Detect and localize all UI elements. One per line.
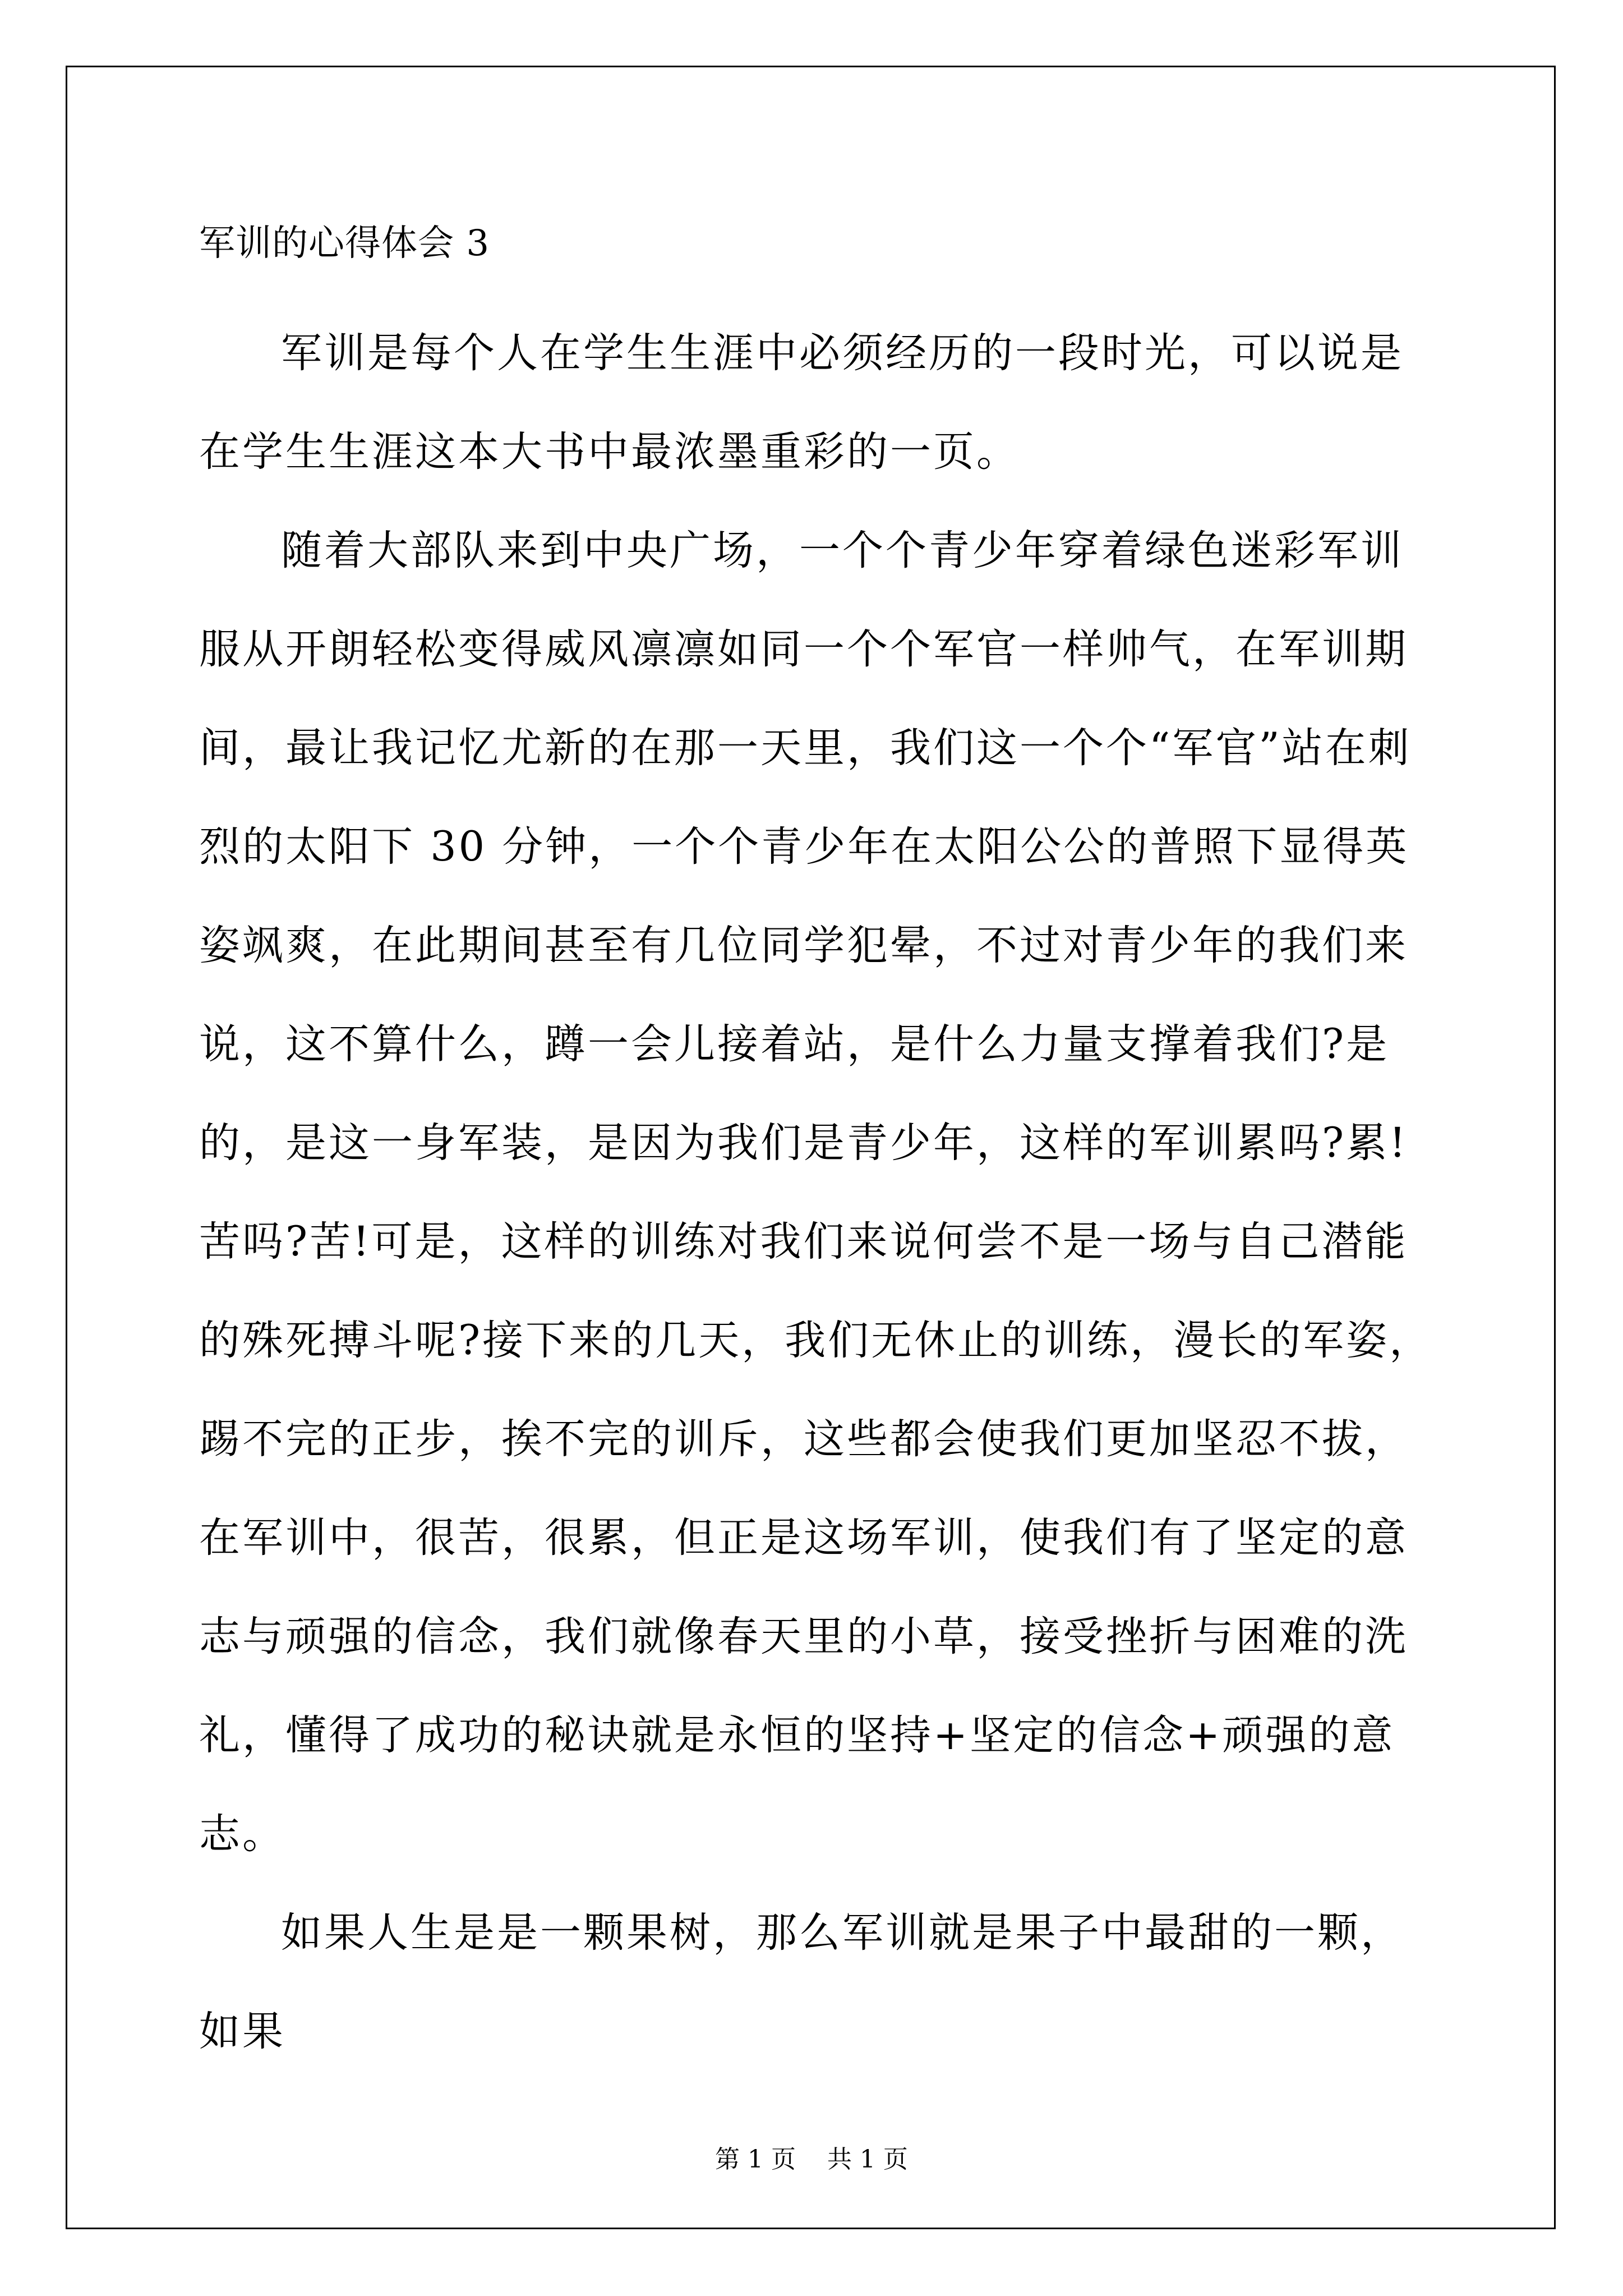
document-title: 军训的心得体会 3 [199,223,490,264]
paragraph-2: 随着大部队来到中央广场，一个个青少年穿着绿色迷彩军训服从开朗轻松变得威风凛凛如同一个个军官一样帅气，在军训期间，最让我记忆尤新的在那一天里，我们这一个个“军官”站在刺烈的太阳下 30 分钟，一个个青少年在太阳公公的普照下显得英姿飒爽，在此期间甚至有几位同学犯晕，不过对青少年的我们来说，这不算什么，蹲一会儿接着站，是什么力量支撑着我们?是的，是这一身军装，是因为我们是青少年，这样的军训累吗?累!苦吗?苦!可是，这样的训练对我们来说何尝不是一场与自己潜能的殊死搏斗呢?接下来的几天，我们无休止的训练，漫长的军姿，踢不完的正步，挨不完的训斥，这些都会使我们更加坚忍不拔，在军训中，很苦，很累，但正是这场军训，使我们有了坚定的意志与顽强的信念，我们就像春天里的小草，接受挫折与困难的洗礼，懂得了成功的秘诀就是永恒的坚持+坚定的信念+顽强的意志。 [199,527,1433,1858]
paragraph-1: 军训是每个人在学生生涯中必须经历的一段时光，可以说是在学生生涯这本大书中最浓墨重彩的一页。 [199,329,1404,476]
paragraph-3: 如果人生是是一颗果树，那么军训就是果子中最甜的一颗，如果 [199,1909,1404,2055]
document-body [199,217,1438,2081]
page-number-footer: 第 1 页 共 1 页 [715,2145,908,2174]
